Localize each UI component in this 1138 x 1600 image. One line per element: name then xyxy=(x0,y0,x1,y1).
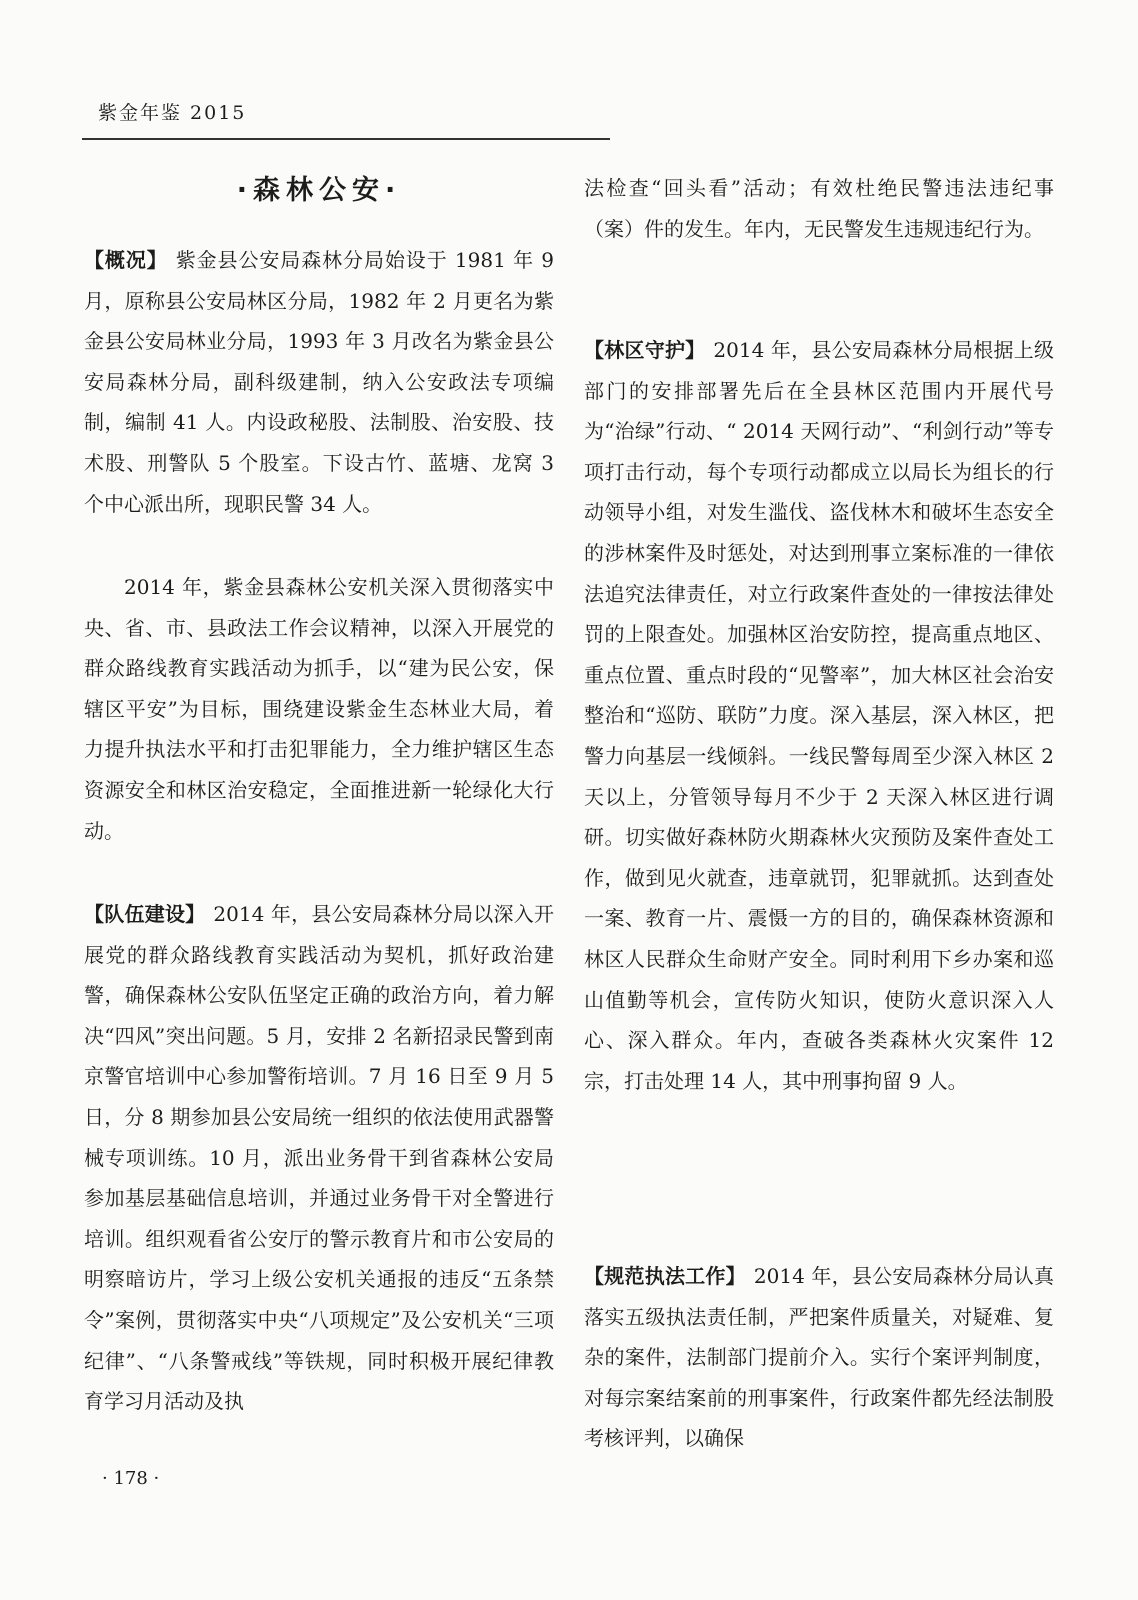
overview-paragraph-2: 2014 年，紫金县森林公安机关深入贯彻落实中央、省、市、县政法工作会议精神，以深入开展党的群众路线教育实践活动为抓手，以“建为民公安，保辖区平安”为目标，围绕建设紫金生态林业大局，着力提升执法水平和打击犯罪能力，全力维护辖区生态资源安全和林区治安稳定，全面推进新一轮绿化大行动。 xyxy=(84,575,554,843)
overview-paragraph xyxy=(84,240,554,524)
law-enforcement-text: 2014 年，县公安局森林分局认真落实五级执法责任制，严把案件质量关，对疑难、复杂的案件，法制部门提前介入。实行个案评判制度，对每宗案结案前的刑事案件，行政案件都先经法制股考核评判，以确保 xyxy=(584,1264,1055,1451)
team-building-text: 2014 年，县公安局森林分局以深入开展党的群众路线教育实践活动为契机，抓好政治建警，确保森林公安队伍坚定正确的政治方向，着力解决“四风”突出问题。5 月，安排 2 名新招录民警到南京警官培训中心参加警衔培训。7 月 16 日至 9 月 5 日，分 8 期参加县公安局统一组织的依法使用武器警械专项训练。10 月，派出业务骨干到省森林公安局参加基层基础信息培训，并通过业务骨干对全警进行培训。组织观看省公安厅的警示教育片和市公安局的明察暗访片，学习上级公安机关通报的违反“五条禁令”案例，贯彻落实中央“八项规定”及公安机关“三项纪律”、“八条警戒线”等铁规，同时积极开展纪律教育学习月活动及执 xyxy=(84,902,554,1414)
team-building-paragraph xyxy=(84,894,554,1422)
running-head: 紫金年鉴 2015 xyxy=(98,102,247,124)
overview-text: 紫金县公安局森林分局始设于 1981 年 9 月，原称县公安局林区分局，1982 年 2 月更名为紫金县公安局林业分局，1993 年 3 月改名为紫金县公安局森林分局，副科级建制，纳入公安政法专项编制，编制 41 人。内设政秘股、法制股、治安股、技术股、刑警队 5 个股室。下设古竹、蓝塘、龙窝 3 个中心派出所，现职民警 34 人。 xyxy=(84,248,555,516)
team-building-tag: 【队伍建设】 xyxy=(84,902,206,926)
overview-tag: 【概况】 xyxy=(84,248,168,272)
law-enforcement-tag: 【规范执法工作】 xyxy=(584,1264,746,1288)
continuation-paragraph: 法检查“回头看”活动；有效杜绝民警违法违纪事（案）件的发生。年内，无民警发生违规违纪行为。 xyxy=(584,176,1054,241)
law-enforcement-paragraph xyxy=(584,1256,1054,1459)
forest-protection-text: 2014 年，县公安局森林分局根据上级部门的安排部署先后在全县林区范围内开展代号为“治绿”行动、“ 2014 天网行动”、“利剑行动”等专项打击行动，每个专项行动都成立以局长为组长的行动领导小组，对发生滥伐、盗伐林木和破坏生态安全的涉林案件及时惩处，对达到刑事立案标准的一律依法追究法律责任，对立行政案件查处的一律按法律处罚的上限查处。加强林区治安防控，提高重点地区、重点位置、重点时段的“见警率”，加大林区社会治安整治和“巡防、联防”力度。深入基层，深入林区，把警力向基层一线倾斜。一线民警每周至少深入林区 2 天以上，分管领导每月不少于 2 天深入林区进行调研。切实做好森林防火期森林火灾预防及案件查处工作，做到见火就查，违章就罚，犯罪就抓。达到查处一案、教育一片、震慑一方的目的，确保森林资源和林区人民群众生命财产安全。同时利用下乡办案和巡山值勤等机会，宣传防火知识，使防火意识深入人心、深入群众。年内，查破各类森林火灾案件 12 宗，打击处理 14 人，其中刑事拘留 9 人。 xyxy=(584,338,1054,1093)
section-title: ·森林公安· xyxy=(236,175,402,206)
forest-protection-tag: 【林区守护】 xyxy=(584,338,706,362)
header-rule xyxy=(82,138,610,140)
page-number: · 178 · xyxy=(102,1468,160,1489)
forest-protection-paragraph xyxy=(584,330,1054,1101)
